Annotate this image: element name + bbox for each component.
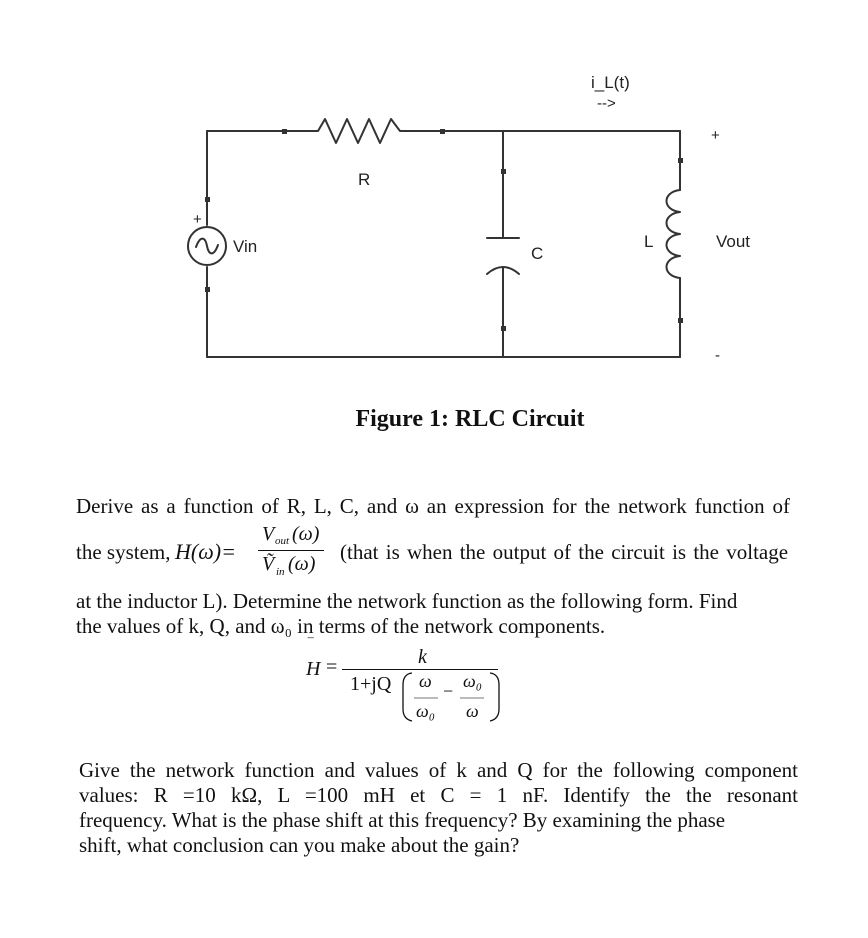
eq-w-den: ω bbox=[466, 701, 479, 721]
sine-icon bbox=[196, 239, 218, 254]
network-function-equation bbox=[300, 637, 520, 733]
current-label: i_L(t) bbox=[591, 73, 630, 92]
output-plus: + bbox=[711, 127, 720, 144]
current-arrow: --> bbox=[597, 95, 616, 112]
terminal-dot bbox=[501, 326, 506, 331]
numerator-sub: out bbox=[275, 535, 290, 547]
inductor-coil bbox=[667, 190, 681, 278]
output-label: Vout bbox=[716, 232, 751, 251]
question2-line-2: values: R =10 kΩ, L =100 mH et C = 1 nF. Identify the the resonant bbox=[79, 783, 798, 807]
question2-line-1: Give the network function and values of k and Q for the following component bbox=[79, 758, 798, 782]
line2-suffix: (that is when the output of the circuit is the voltage bbox=[340, 540, 789, 564]
eq-k: k bbox=[418, 646, 427, 668]
denominator-arg: (ω) bbox=[288, 553, 316, 575]
output-minus: - bbox=[715, 347, 720, 364]
terminal-dot bbox=[282, 129, 287, 134]
question-line-4: the values of k, Q, and ω₀ in terms of the network components. bbox=[76, 614, 606, 638]
numerator-arg: (ω) bbox=[292, 523, 320, 545]
question2-line-4: shift, what conclusion can you make about the gain? bbox=[79, 833, 520, 857]
denominator-sub: in bbox=[276, 566, 285, 578]
question2-line-3: frequency. What is the phase shift at this frequency? By examining the phase bbox=[79, 808, 726, 832]
capacitor-label: C bbox=[531, 244, 544, 263]
eq-w-num: ω bbox=[419, 671, 432, 691]
terminal-dot bbox=[678, 158, 683, 163]
eq-one-jq: 1+jQ bbox=[350, 673, 392, 695]
resistor-label: R bbox=[358, 170, 371, 189]
fraction-bar bbox=[258, 550, 324, 551]
numerator-v: V bbox=[262, 523, 275, 545]
denominator-v: Ṽ bbox=[262, 553, 275, 575]
question-line-1: Derive as a function of R, L, C, and ω an expression for the network function of bbox=[76, 494, 790, 518]
inductor-label: L bbox=[644, 232, 654, 251]
terminal-dot bbox=[440, 129, 445, 134]
terminal-dot bbox=[205, 197, 210, 202]
eq-equals: = bbox=[326, 656, 338, 678]
eq-w0-num: ω₀ bbox=[463, 671, 482, 691]
resistor-zigzag bbox=[284, 119, 442, 143]
source-plus: + bbox=[193, 211, 202, 228]
eq-minus: − bbox=[443, 681, 454, 701]
eq-w0-den: ω₀ bbox=[416, 701, 435, 721]
terminal-dot bbox=[205, 287, 210, 292]
eq-bar-accent: ‾ bbox=[308, 637, 314, 654]
hw-symbol: H(ω)= bbox=[175, 539, 236, 564]
eq-parentheses bbox=[300, 643, 520, 733]
question-line-3: at the inductor L). Determine the network function as the following form. Find bbox=[76, 589, 738, 613]
terminal-dot bbox=[501, 169, 506, 174]
source-label: Vin bbox=[233, 237, 258, 256]
terminal-dot bbox=[678, 318, 683, 323]
question-line-2 bbox=[76, 523, 792, 583]
rlc-circuit-diagram bbox=[0, 0, 868, 400]
transfer-fraction bbox=[256, 523, 328, 583]
line2-prefix: the system, bbox=[76, 540, 171, 564]
figure-caption: Figure 1: RLC Circuit bbox=[355, 406, 585, 432]
eq-h: H bbox=[306, 658, 321, 680]
